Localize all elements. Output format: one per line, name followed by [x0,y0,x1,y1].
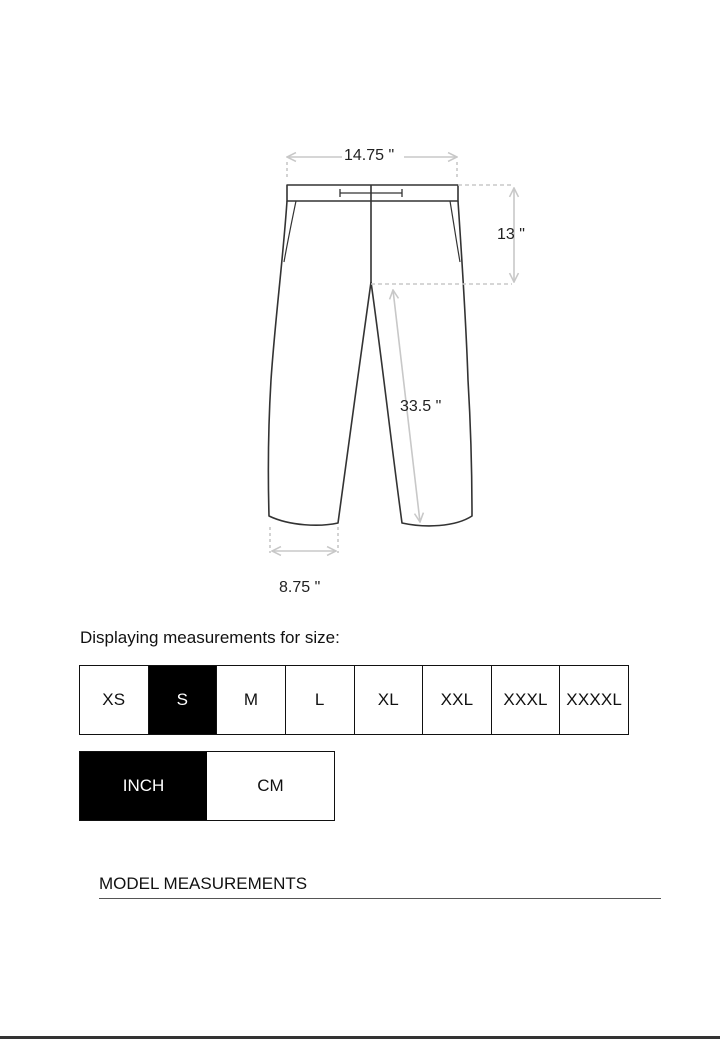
size-option-xxxl[interactable]: XXXL [492,666,561,734]
model-measurements-heading: MODEL MEASUREMENTS [99,874,661,899]
right-leg-outline [371,201,472,526]
unit-option-cm[interactable]: CM [207,752,334,820]
unit-selector [79,751,335,821]
hem-measurement-label: 8.75 " [279,579,321,596]
size-option-xxl[interactable]: XXL [423,666,492,734]
size-option-xxxxl[interactable]: XXXXL [560,666,628,734]
rise-measurement-label: 13 " [497,226,525,243]
size-option-s[interactable]: S [149,666,218,734]
size-option-xl[interactable]: XL [355,666,424,734]
pants-outline [268,185,472,526]
size-option-l[interactable]: L [286,666,355,734]
size-option-m[interactable]: M [217,666,286,734]
size-selector [79,665,629,735]
size-caption: Displaying measurements for size: [80,628,340,647]
waist-measurement-label: 14.75 " [344,147,395,164]
left-leg-outline [268,201,371,525]
unit-option-inch[interactable]: INCH [80,752,207,820]
size-option-xs[interactable]: XS [80,666,149,734]
dimension-guides [270,157,514,553]
inseam-measurement-label: 33.5 " [400,398,442,415]
